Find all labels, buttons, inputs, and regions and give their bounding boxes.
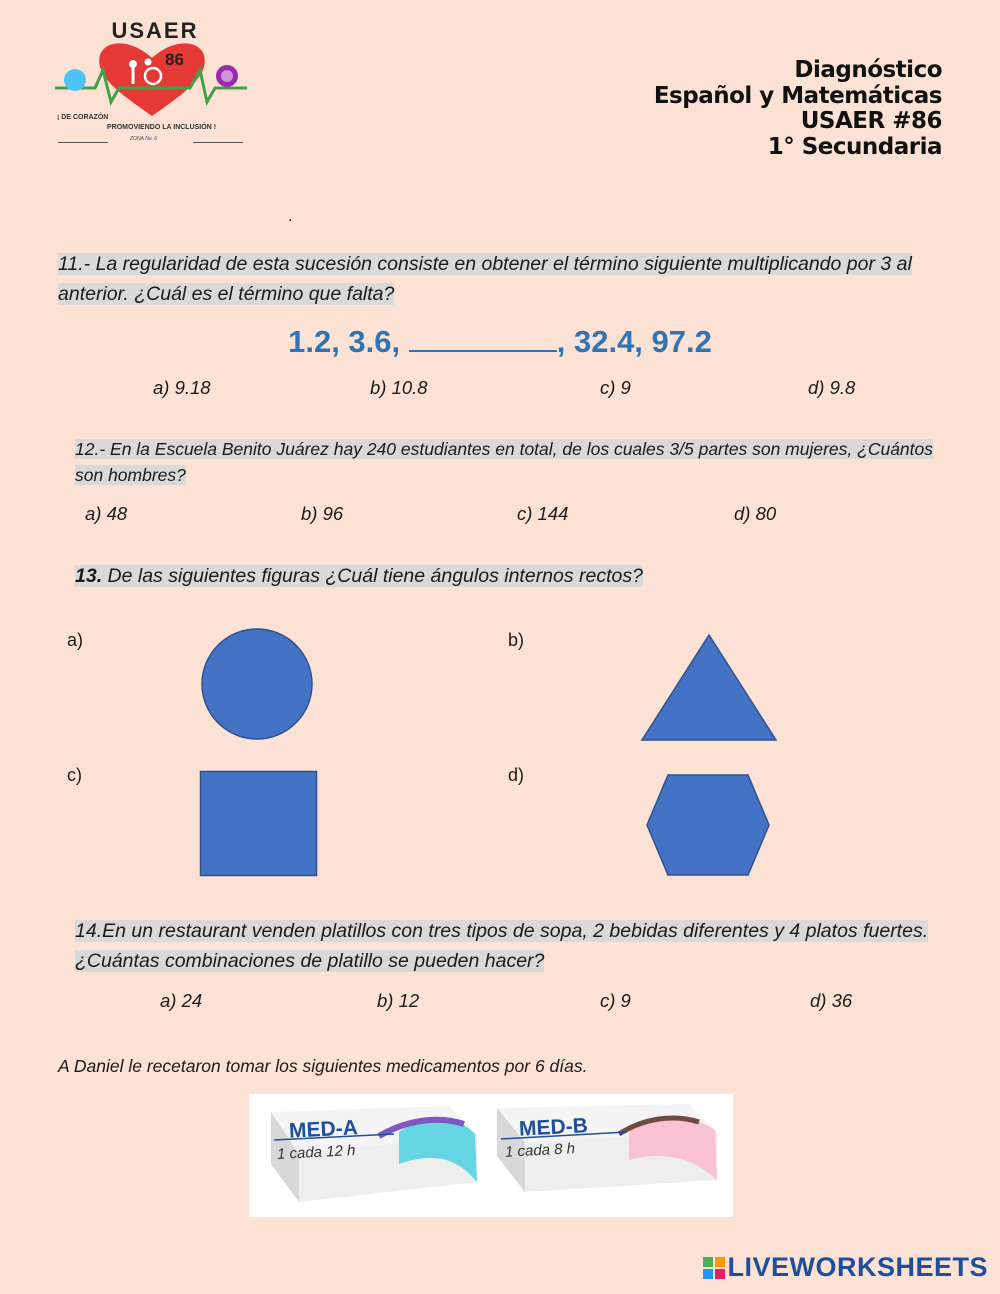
question-12 (75, 436, 955, 488)
q12-option-b[interactable]: b) 96 (301, 503, 344, 524)
q13-label-a[interactable]: a) (67, 630, 84, 650)
usaer-logo (55, 18, 250, 148)
question-11-text: 11.- La regularidad de esta sucesión consiste en obtener el término siguiente multiplicando por 3 al anterior. ¿Cuál es el término que falta? (58, 253, 912, 305)
heart-logo-icon (55, 40, 250, 120)
header-line-1: Diagnóstico (794, 57, 942, 83)
liveworksheets-brand (703, 1252, 988, 1283)
circle-shape[interactable] (200, 627, 316, 743)
stray-dot: . (288, 208, 293, 225)
q11-option-d[interactable]: d) 9.8 (808, 377, 856, 398)
q13-label-d[interactable]: d) (508, 765, 525, 785)
logo-tagline-1: ¡ DE CORAZÓN (57, 114, 109, 121)
hexagon-shape[interactable] (644, 773, 772, 877)
header-line-4: 1° Secundaria (767, 133, 942, 160)
header-line-2: Español y Matemáticas (653, 82, 942, 109)
brand-text: LIVEWORKSHEETS (727, 1252, 988, 1282)
q12-option-c[interactable]: c) 144 (517, 503, 569, 524)
q14-option-c[interactable]: c) 9 (600, 990, 631, 1011)
med-a-dose: 1 cada 12 h (276, 1141, 356, 1164)
question-13-number: 13. (75, 565, 103, 587)
question-11 (58, 249, 938, 309)
q14-option-b[interactable]: b) 12 (377, 990, 420, 1011)
sequence-end: , 32.4, 97.2 (556, 324, 712, 359)
med-a-name: MED-A (288, 1116, 359, 1143)
med-b-dose: 1 cada 8 h (504, 1140, 576, 1161)
page-header (654, 58, 942, 160)
q12-option-d[interactable]: d) 80 (734, 503, 777, 524)
triangle-shape[interactable] (640, 633, 778, 743)
q13-label-b[interactable]: b) (508, 630, 525, 650)
medication-image (249, 1094, 733, 1217)
med-b-name: MED-B (518, 1114, 589, 1141)
q11-option-c[interactable]: c) 9 (600, 377, 631, 398)
logo-zone: ZONA No. 6 (130, 136, 158, 142)
sequence-start: 1.2, 3.6, (288, 324, 409, 359)
q13-label-c[interactable]: c) (67, 765, 82, 785)
logo-divider-left (58, 142, 108, 143)
header-line-3: USAER #86 (800, 108, 942, 134)
sequence-blank[interactable] (409, 322, 557, 352)
q14-option-d[interactable]: d) 36 (810, 990, 853, 1011)
q11-option-b[interactable]: b) 10.8 (370, 377, 428, 398)
logo-tagline-2: PROMOVIENDO LA INCLUSIÓN ! (107, 124, 217, 131)
q14-option-a[interactable]: a) 24 (160, 990, 203, 1011)
logo-divider-right (193, 142, 243, 143)
question-14 (75, 916, 935, 976)
q12-option-a[interactable]: a) 48 (85, 503, 128, 524)
question-13 (75, 565, 643, 588)
q11-option-a[interactable]: a) 9.18 (153, 377, 211, 398)
question-14-text: 14.En un restaurant venden platillos con tres tipos de sopa, 2 bebidas diferentes y 4 platos fuertes. ¿Cuántas combinaciones de platillo se pueden hacer? (75, 920, 929, 972)
square-shape[interactable] (199, 770, 319, 878)
liveworksheets-logo-icon (703, 1257, 725, 1279)
meds-intro: A Daniel le recetaron tomar los siguientes medicamentos por 6 días. (58, 1056, 588, 1076)
logo-number: 86 (165, 50, 184, 69)
question-13-text: De las siguientes figuras ¿Cuál tiene ángulos internos rectos? (102, 565, 643, 587)
sequence (0, 322, 1000, 360)
question-12-text: 12.- En la Escuela Benito Juárez hay 240 estudiantes en total, de los cuales 3/5 partes son mujeres, ¿Cuántos son hombres? (75, 439, 934, 485)
logo-title: USAER (111, 18, 199, 43)
